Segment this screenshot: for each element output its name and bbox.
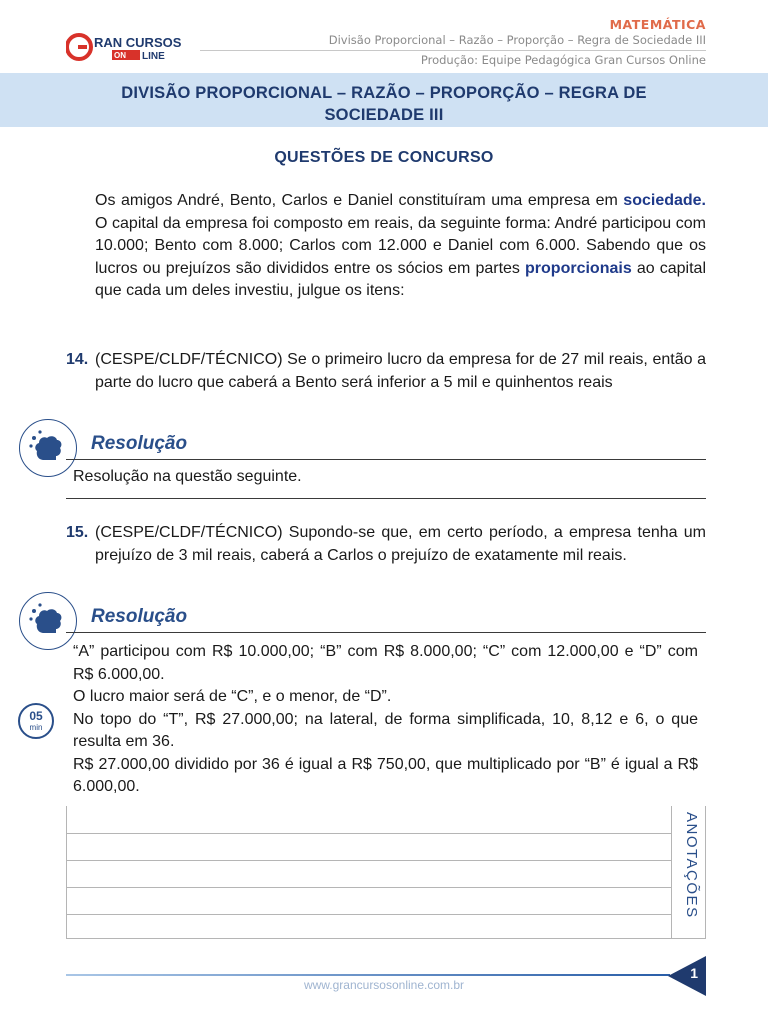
notes-line [67,860,671,861]
subject-label: MATEMÁTICA [609,17,706,32]
intro-part1: Os amigos André, Bento, Carlos e Daniel constituíram uma empresa em [95,192,624,209]
page-number-badge [668,956,706,996]
resolution-line: No topo do “T”, R$ 27.000,00; na lateral, de forma simplificada, 10, 8,12 e 6, o que resulta em 36. [73,710,698,750]
intro-highlight-sociedade: sociedade. [623,192,706,209]
notes-line [67,914,671,915]
header-info [329,17,706,51]
question-text: (CESPE/CLDF/TÉCNICO) Supondo-se que, em certo período, a empresa tenha um prejuízo de 3 mil reais, caberá a Carlos o prejuízo de exatamente mil reais. [95,524,706,564]
resolution-brain-icon [19,419,77,477]
svg-text:RAN CURSOS: RAN CURSOS [94,35,182,50]
intro-part3: ao capital que cada um deles investiu, julgue os itens: [95,259,706,299]
gran-cursos-logo [66,32,190,62]
resolution-1-text: Resolução na questão seguinte. [73,468,302,485]
notes-label [671,806,706,939]
intro-highlight-proporcionais: proporcionais [525,259,632,277]
footer-divider [66,974,670,976]
timer-unit: min [29,723,43,732]
page-number: 1 [690,965,698,981]
section-title: QUESTÕES DE CONCURSO [274,149,494,166]
production-label: Produção: Equipe Pedagógica Gran Cursos Online [420,53,706,67]
notes-label-text: ANOTAÇÕES [682,812,700,919]
title-band [0,73,768,127]
notes-box [66,806,706,939]
intro-paragraph [95,190,706,303]
resolution-heading: Resolução [91,433,188,454]
page-title-line2: SOCIEDADE III [324,106,444,124]
footer-url: www.grancursosonline.com.br [303,978,465,992]
timer-badge [18,703,54,739]
resolution-heading: Resolução [91,606,188,627]
question-15 [66,522,706,567]
question-text: (CESPE/CLDF/TÉCNICO) Se o primeiro lucro da empresa for de 27 mil reais, então a parte do lucro que caberá a Bento será inferior a 5 mil e quinhentos reais [95,351,706,391]
header-divider [200,50,706,51]
resolution-1-bottom-divider [66,498,706,499]
resolution-line: “A” participou com R$ 10.000,00; “B” com R$ 8.000,00; “C” com 12.000,00 e “D” com R$ 6.000,00. [73,643,698,683]
resolution-brain-icon [19,592,77,650]
page-title [0,82,768,126]
question-number: 14. [66,351,89,368]
resolution-divider [66,632,706,633]
notes-line [67,887,671,888]
topic-label: Divisão Proporcional – Razão – Proporção – Regra de Sociedade III [328,33,706,47]
question-number: 15. [66,524,89,541]
timer-value: 05 [29,709,43,723]
intro-part2: O capital da empresa foi composto em reais, da seguinte forma: André participou com 10.000; Bento com 8.000; Carlos com 12.000 e Daniel com 6.000. Sabendo que os lucros ou prejuízos são divididos entre os sócios em partes [95,214,706,277]
page-number-triangle-icon [668,956,706,996]
svg-text:LINE: LINE [142,51,165,62]
svg-text:ON: ON [114,51,126,60]
resolution-2-text [73,641,698,799]
resolution-line: O lucro maior será de “C”, e o menor, de “D”. [73,688,392,705]
notes-line [67,833,671,834]
question-14 [66,349,706,394]
resolution-line: R$ 27.000,00 dividido por 36 é igual a R$ 750,00, que multiplicado por “B” é igual a R$ 6.000,00. [73,755,698,795]
page-title-line1: DIVISÃO PROPORCIONAL – RAZÃO – PROPORÇÃO – REGRA DE [121,84,647,102]
resolution-divider [66,459,706,460]
